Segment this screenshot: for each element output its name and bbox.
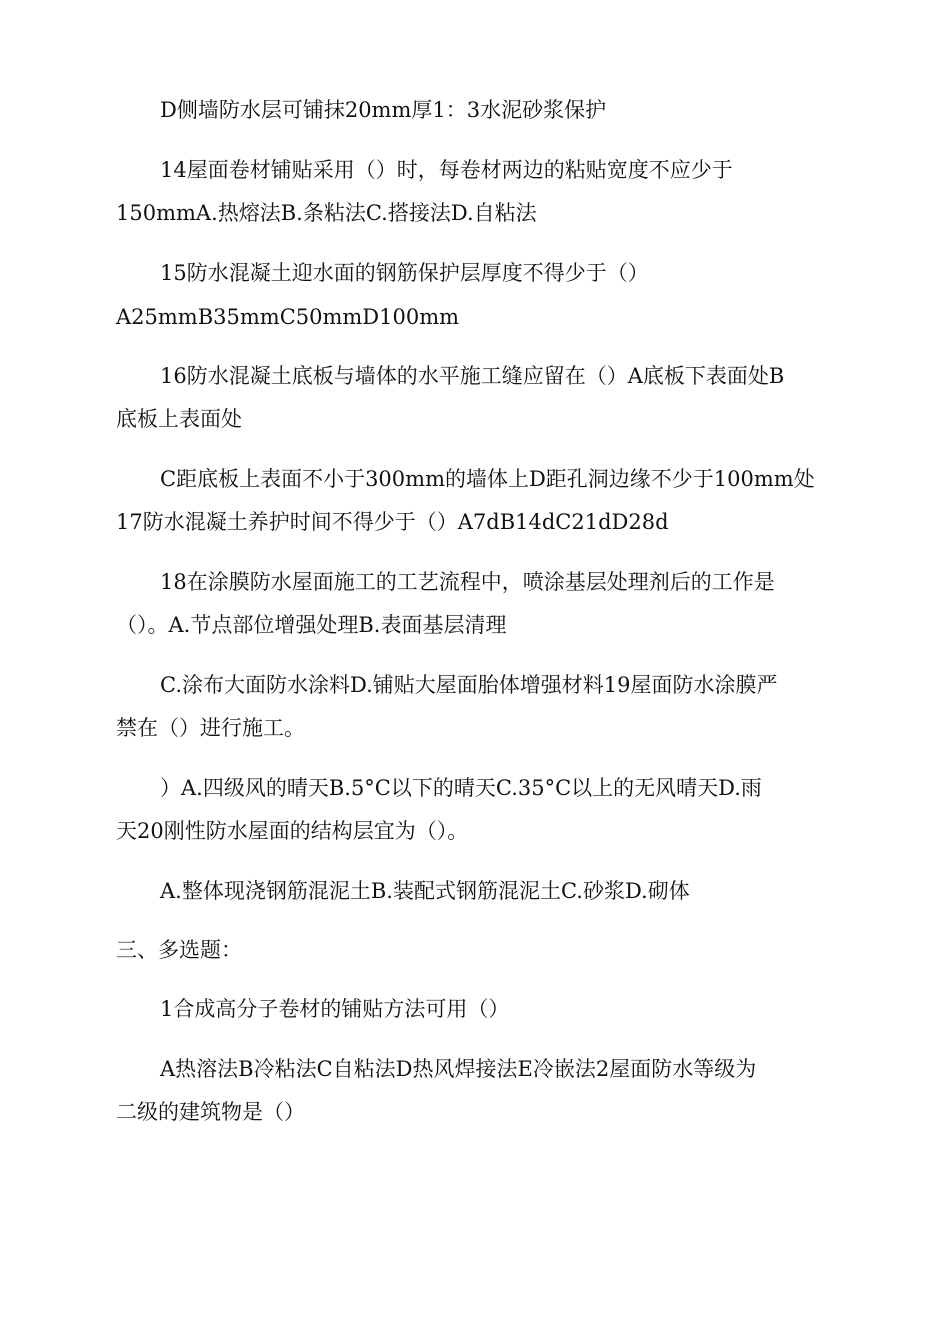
text-line: 禁在（）进行施工。	[116, 716, 305, 740]
text-line: 底板上表面处	[116, 407, 242, 431]
text-line: C.涂布大面防水涂料D.铺贴大屋面胎体增强材料19屋面防水涂膜严	[160, 673, 778, 697]
text-line: A热溶法B冷粘法C自粘法D热风焊接法E冷嵌法2屋面防水等级为	[160, 1057, 757, 1081]
question-18: 18在涂膜防水屋面施工的工艺流程中，喷涂基层处理剂后的工作是	[160, 570, 775, 594]
text-line: 150mmA.热熔法B.条粘法C.搭接法D.自粘法	[116, 201, 537, 225]
text-line: 二级的建筑物是（）	[116, 1100, 305, 1124]
text-line: ）A.四级风的晴天B.5°C以下的晴天C.35°C以上的无风晴天D.雨	[160, 776, 762, 800]
text-line: A25mmB35mmC50mmD100mm	[116, 305, 460, 329]
question-14: 14屋面卷材铺贴采用（）时，每卷材两边的粘贴宽度不应少于	[160, 158, 733, 182]
text-line: D侧墙防水层可铺抹20mm厚1：3水泥砂浆保护	[160, 98, 607, 122]
question-17: 17防水混凝土养护时间不得少于（）A7dB14dC21dD28d	[116, 510, 669, 534]
question-1: 1合成高分子卷材的铺贴方法可用（）	[160, 997, 510, 1021]
text-line: （）。A.节点部位增强处理B.表面基层清理	[116, 613, 507, 637]
text-line: C距底板上表面不小于300mm的墙体上D距孔洞边缘不少于100mm处	[160, 467, 815, 491]
section-heading: 三、多选题：	[116, 938, 242, 962]
text-line: A.整体现浇钢筋混泥土B.装配式钢筋混泥土C.砂浆D.砌体	[160, 879, 690, 903]
question-16: 16防水混凝土底板与墙体的水平施工缝应留在（）A底板下表面处B	[160, 364, 785, 388]
question-20: 天20刚性防水屋面的结构层宜为（）。	[116, 819, 469, 843]
question-15: 15防水混凝土迎水面的钢筋保护层厚度不得少于（）	[160, 261, 649, 285]
